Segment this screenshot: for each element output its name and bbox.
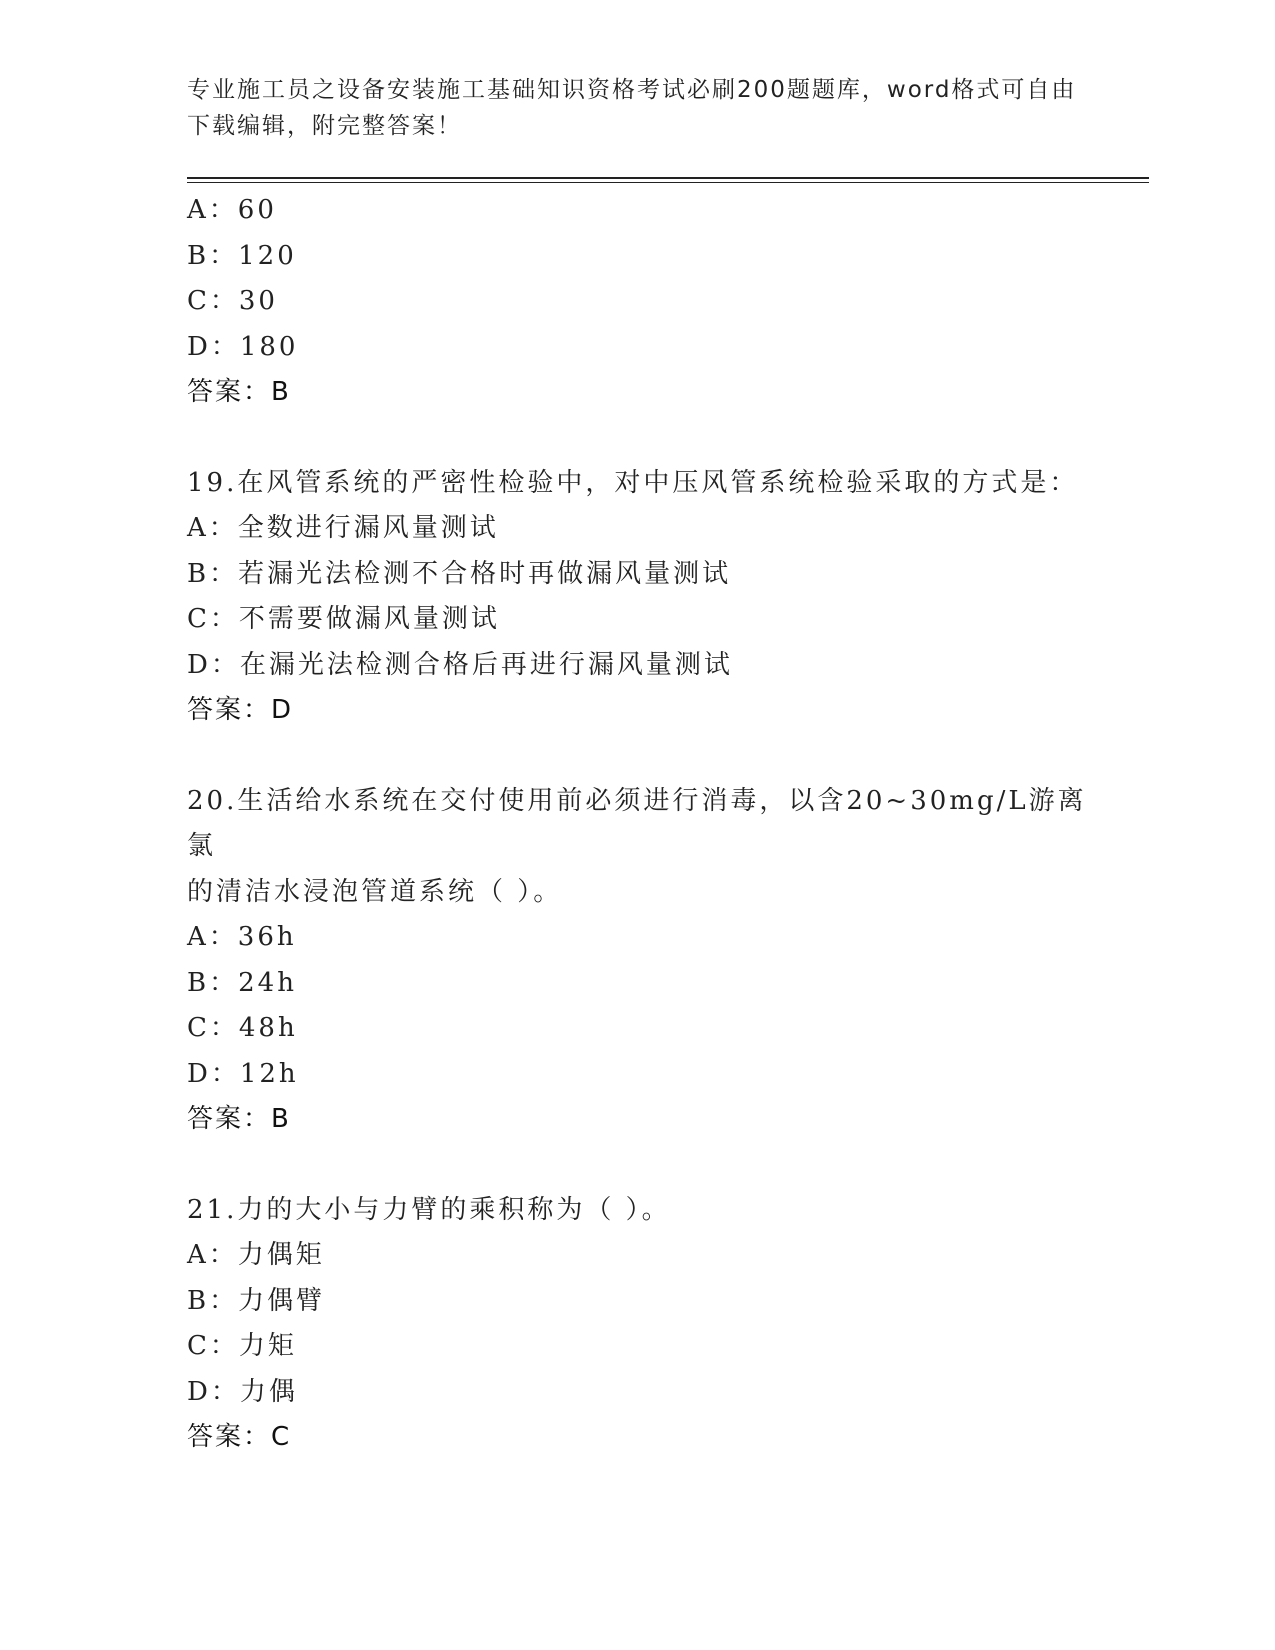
header-divider-thin xyxy=(187,182,1149,183)
spacer xyxy=(187,416,1087,461)
option-b: B：120 xyxy=(187,240,297,271)
option-c: C：不需要做漏风量测试 xyxy=(187,604,500,634)
answer-line: 答案：C xyxy=(187,1422,292,1452)
option-c: C：力矩 xyxy=(187,1331,297,1361)
question-18-block xyxy=(187,188,1087,416)
option-b: B：若漏光法检测不合格时再做漏风量测试 xyxy=(187,558,732,589)
option-d: D：力偶 xyxy=(187,1376,298,1407)
spacer xyxy=(187,734,1087,779)
option-a: A：全数进行漏风量测试 xyxy=(187,513,499,543)
question-20-block xyxy=(187,779,1087,1143)
question-list xyxy=(187,188,1087,1461)
question-text-line-2: 的清洁水浸泡管道系统（ ）。 xyxy=(187,876,563,907)
question-21-block xyxy=(187,1188,1087,1461)
answer-line: 答案：B xyxy=(187,1104,291,1134)
question-text: 19.在风管系统的严密性检验中，对中压风管系统检验采取的方式是： xyxy=(187,467,1079,498)
question-19-block xyxy=(187,461,1087,734)
question-text: 21.力的大小与力臂的乘积称为（ ）。 xyxy=(187,1194,671,1225)
answer-line: 答案：B xyxy=(187,377,291,407)
question-text-line-1: 20.生活给水系统在交付使用前必须进行消毒，以含20~30mg/L游离氯 xyxy=(187,785,1087,861)
answer-line: 答案：D xyxy=(187,695,294,725)
option-a: A：力偶矩 xyxy=(187,1240,325,1270)
option-a: A：60 xyxy=(187,195,277,225)
header-line-2: 下载编辑，附完整答案！ xyxy=(187,113,462,139)
spacer xyxy=(187,1143,1087,1188)
option-b: B：力偶臂 xyxy=(187,1285,326,1316)
option-c: C：48h xyxy=(187,1013,298,1043)
header-divider-thick xyxy=(187,177,1149,179)
option-a: A：36h xyxy=(187,922,297,952)
option-d: D：在漏光法检测合格后再进行漏风量测试 xyxy=(187,649,733,680)
option-b: B：24h xyxy=(187,967,297,998)
header-line-1: 专业施工员之设备安装施工基础知识资格考试必刷200题题库，word格式可自由 xyxy=(187,77,1077,103)
option-d: D：12h xyxy=(187,1058,299,1089)
option-d: D：180 xyxy=(187,331,299,362)
document-header xyxy=(187,72,1087,144)
option-c: C：30 xyxy=(187,286,278,316)
